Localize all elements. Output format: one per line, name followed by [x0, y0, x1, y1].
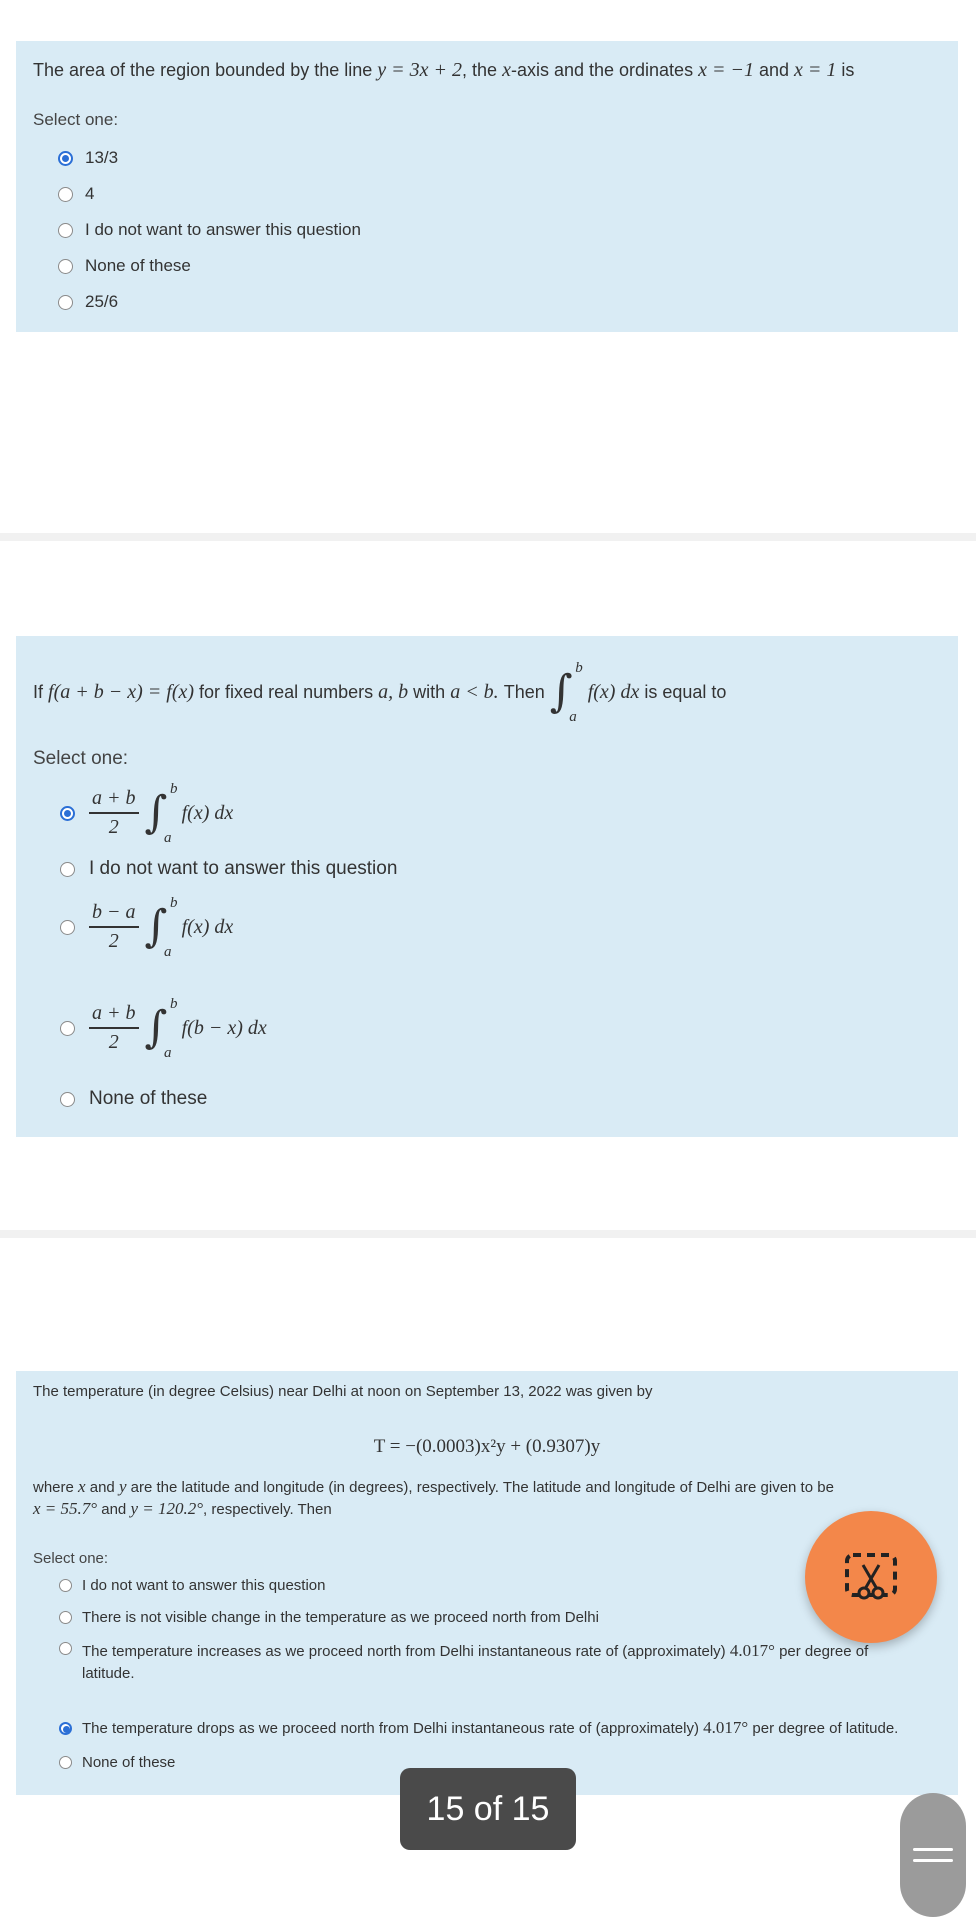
radio[interactable]	[58, 223, 73, 238]
q2-option-5[interactable]: None of these	[33, 1074, 941, 1124]
question-2-stem: If f(a + b − x) = f(x) for fixed real numbers a, b with a < b. Then ∫ b a f(x) dx is equal to	[33, 660, 727, 725]
radio-selected[interactable]	[58, 151, 73, 166]
radio-selected[interactable]	[59, 1722, 72, 1735]
scrollbar-handle[interactable]	[900, 1793, 966, 1917]
q2-option-3[interactable]: $\frac{b - a}{2}$ ∫ b a f(x) dx	[33, 886, 941, 968]
radio[interactable]	[59, 1579, 72, 1592]
radio[interactable]	[60, 1021, 75, 1036]
page-indicator: 15 of 15	[400, 1768, 576, 1850]
q1-option-2[interactable]: 4	[33, 176, 941, 212]
radio[interactable]	[58, 295, 73, 310]
temperature-formula: T = −(0.0003)x²y + (0.9307)y	[373, 1436, 601, 1457]
radio[interactable]	[60, 1092, 75, 1107]
q1-option-5[interactable]: 25/6	[33, 284, 941, 320]
screenshot-scissors-icon	[841, 1547, 901, 1607]
q2-option-4[interactable]: $\frac{a + b}{2}$ ∫ b a f(b − x) dx	[33, 982, 941, 1074]
q3-option-5[interactable]: None of these	[33, 1747, 941, 1777]
integral-sign: ∫ b a	[144, 781, 178, 846]
select-one-label: Select one:	[33, 748, 129, 769]
radio[interactable]	[59, 1756, 72, 1769]
grip-line	[913, 1848, 953, 1851]
radio[interactable]	[59, 1642, 72, 1655]
question-card-2	[16, 636, 958, 1137]
grip-line	[913, 1859, 953, 1862]
q3-option-4[interactable]: The temperature drops as we proceed north from Delhi instantaneous rate of (approximately) 4.017° per degree of latitude.	[33, 1709, 941, 1747]
radio[interactable]	[60, 920, 75, 935]
question-divider	[0, 533, 976, 541]
integral-sign: ∫ b a	[144, 996, 178, 1061]
integral-sign: ∫ b a	[549, 660, 583, 725]
select-one-label: Select one:	[33, 1550, 109, 1568]
q2-option-2[interactable]: I do not want to answer this question	[33, 852, 941, 886]
radio[interactable]	[59, 1611, 72, 1624]
q1-option-4[interactable]: None of these	[33, 248, 941, 284]
radio[interactable]	[58, 259, 73, 274]
q3-option-2[interactable]: There is not visible change in the temperature as we proceed north from Delhi	[33, 1601, 941, 1633]
question-card-1	[16, 41, 958, 332]
q1-option-3[interactable]: I do not want to answer this question	[33, 212, 941, 248]
radio[interactable]	[58, 187, 73, 202]
question-3-where: where x and y are the latitude and longitude (in degrees), respectively. The latitude and longitude of Delhi are given to be x = 55.7° and y = 120.2°, respectively. Then	[33, 1477, 834, 1519]
question-3-stem: The temperature (in degree Celsius) near Delhi at noon on September 13, 2022 was given by	[33, 1383, 653, 1400]
select-one-label: Select one:	[33, 110, 119, 129]
question-divider	[0, 1230, 976, 1238]
question-1-stem: The area of the region bounded by the line y = 3x + 2, the x-axis and the ordinates x = −1 and x = 1 is	[33, 59, 855, 81]
integral-sign: ∫ b a	[144, 895, 178, 960]
q3-option-1[interactable]: I do not want to answer this question	[33, 1569, 941, 1601]
q3-option-3[interactable]: The temperature increases as we proceed north from Delhi instantaneous rate of (approximately) 4.017° per degree of latitude.	[33, 1633, 941, 1703]
radio-selected[interactable]	[60, 806, 75, 821]
screenshot-button[interactable]	[805, 1511, 937, 1643]
radio[interactable]	[60, 862, 75, 877]
q1-option-1[interactable]: 13/3	[33, 140, 941, 176]
q2-option-1[interactable]: $\frac{a + b}{2}$ ∫ b a f(x) dx	[33, 774, 941, 852]
